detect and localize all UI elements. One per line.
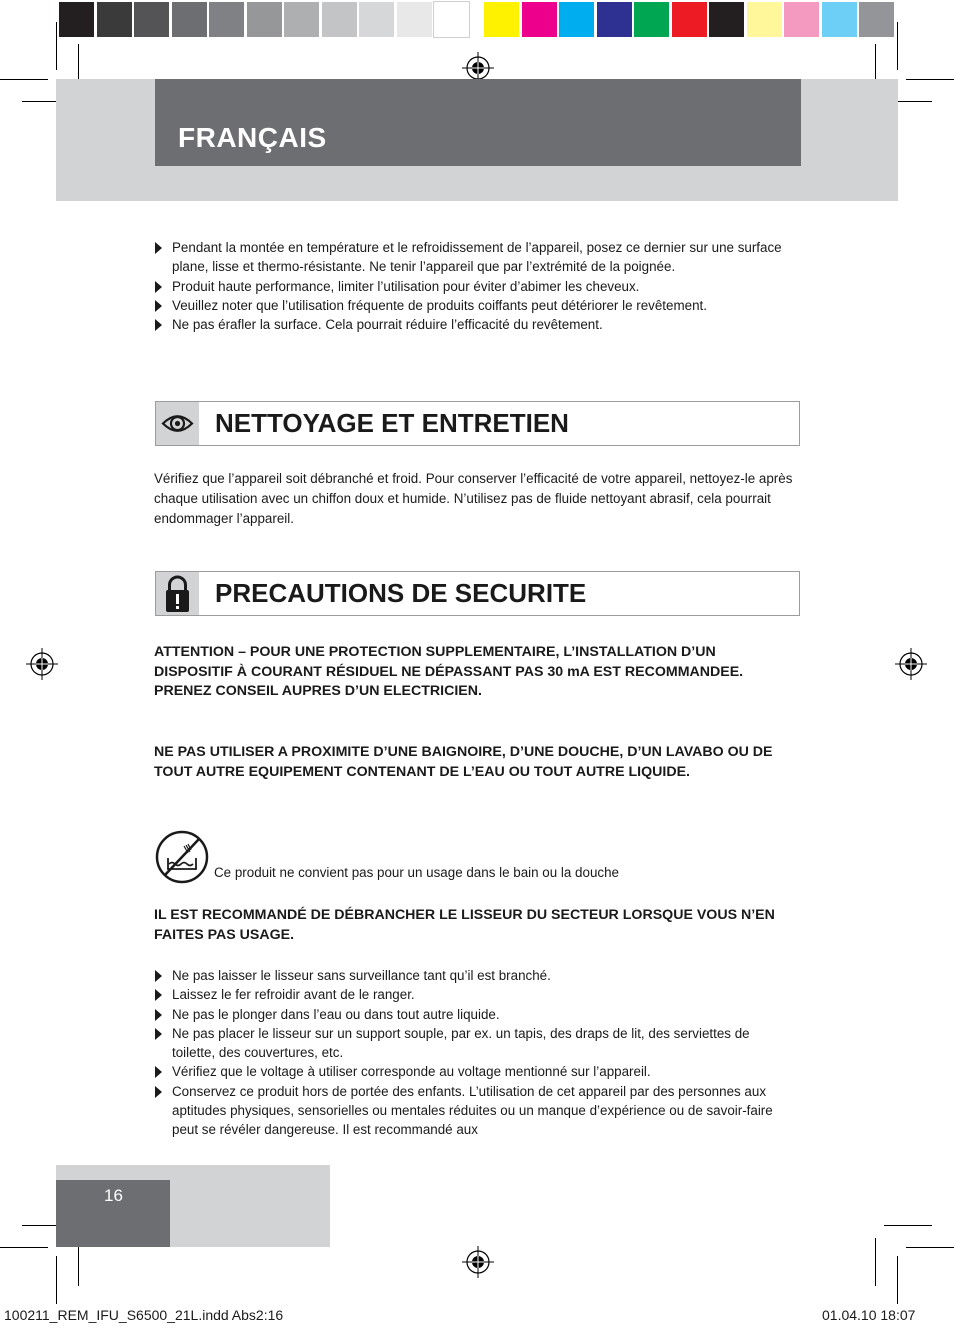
triangle-bullet-icon [155,1028,162,1040]
triangle-bullet-icon [155,1009,162,1021]
list-item: Laissez le fer refroidir avant de le ranger. [154,985,794,1004]
list-item: Produit haute performance, limiter l’utilisation pour éviter d’abimer les cheveux. [154,277,794,296]
gray-swatch [284,2,319,37]
warning-rcd: ATTENTION – POUR UNE PROTECTION SUPPLEMENTAIRE, L’INSTALLATION D’UN DISPOSITIF À COURANT RÉSIDUEL NE DÉPASSANT PAS 30 mA EST RECOMMANDEE. PRENEZ CONSEIL AUPRES D’UN ELECTRICIEN. [154,644,744,699]
list-item: Ne pas le plonger dans l’eau ou dans tout autre liquide. [154,1005,794,1024]
process-color-swatch [522,2,557,37]
triangle-bullet-icon [155,300,162,312]
gray-swatch [322,2,357,37]
process-color-swatch [597,2,632,37]
warning-water: NE PAS UTILISER A PROXIMITE D’UNE BAIGNOIRE, D’UNE DOUCHE, D’UN LAVABO OU DE TOUT AUTRE EQUIPEMENT CONTENANT DE L’EAU OU TOUT AUTRE LIQUIDE. [154,744,773,780]
top-bullet-list [154,238,794,334]
list-item: Ne pas placer le lisseur sur un support souple, par ex. un tapis, des draps de lit, des serviettes de toilette, des couvertures, etc. [154,1024,794,1063]
triangle-bullet-icon [155,281,162,293]
gray-swatch [397,2,432,37]
warning-unplug: IL EST RECOMMANDÉ DE DÉBRANCHER LE LISSEUR DU SECTEUR LORSQUE VOUS N’EN FAITES PAS USAGE. [154,907,775,943]
footer-file-info: 100211_REM_IFU_S6500_21L.indd Abs2:16 [4,1307,284,1323]
registration-mark-bottom [462,1246,494,1278]
process-color-swatch [822,2,857,37]
process-color-swatch [672,2,707,37]
gray-swatch [247,2,282,37]
section-header-safety [155,571,800,616]
triangle-bullet-icon [155,1086,162,1098]
gray-swatch [434,2,469,37]
process-color-swatch [709,2,744,37]
process-color-swatch [634,2,669,37]
safety-bullet-list [154,966,794,1140]
cleaning-paragraph: Vérifiez que l’appareil soit débranché et froid. Pour conserver l’efficacité de votre appareil, nettoyez-le après chaque utilisation avec un chiffon doux et humide. N’utilisez pas de fluide nettoyant abrasif, cela pourrait endommager l’appareil. [154,471,793,526]
triangle-bullet-icon [155,319,162,331]
no-bath-caption: Ce produit ne convient pas pour un usage dans le bain ou la douche [214,865,619,880]
page-number: 16 [104,1186,123,1205]
triangle-bullet-icon [155,989,162,1001]
list-item: Veuillez noter que l’utilisation fréquente de produits coiffants peut détériorer le revêtement. [154,296,794,315]
triangle-bullet-icon [155,1066,162,1078]
process-color-swatch [784,2,819,37]
list-item: Ne pas érafler la surface. Cela pourrait réduire l’efficacité du revêtement. [154,315,794,334]
triangle-bullet-icon [155,242,162,254]
registration-mark-right [895,648,927,680]
section-title: PRECAUTIONS DE SECURITE [215,578,587,608]
list-item: Pendant la montée en température et le refroidissement de l’appareil, posez ce dernier sur une surface plane, lisse et thermo-résistante. Ne tenir l’appareil que par l’extrémité de la poignée. [154,238,794,277]
section-header-cleaning [155,401,800,446]
gray-swatch [97,2,132,37]
gray-swatch [134,2,169,37]
padlock-warning-icon [156,572,199,615]
gray-swatch [359,2,394,37]
footer-date: 01.04.10 18:07 [822,1307,916,1323]
section-title: NETTOYAGE ET ENTRETIEN [215,408,569,438]
gray-swatch [209,2,244,37]
list-item: Ne pas laisser le lisseur sans surveillance tant qu’il est branché. [154,966,794,985]
list-item: Conservez ce produit hors de portée des enfants. L’utilisation de cet appareil par des personnes aux aptitudes physiques, sensorielles ou mentales réduites ou un manque d’expérience ou de savoir-faire peut se révéler dangereuse. Il est recommandé aux [154,1082,794,1140]
gray-swatch [172,2,207,37]
gray-swatch [59,2,94,37]
language-title: FRANÇAIS [178,122,327,153]
process-color-swatch [859,2,894,37]
triangle-bullet-icon [155,970,162,982]
eye-icon [156,402,199,445]
no-bath-icon [155,830,209,884]
registration-mark-left [26,648,58,680]
list-item: Vérifiez que le voltage à utiliser corresponde au voltage mentionné sur l’appareil. [154,1062,794,1081]
process-color-swatch [559,2,594,37]
process-color-swatch [484,2,519,37]
process-color-swatch [747,2,782,37]
